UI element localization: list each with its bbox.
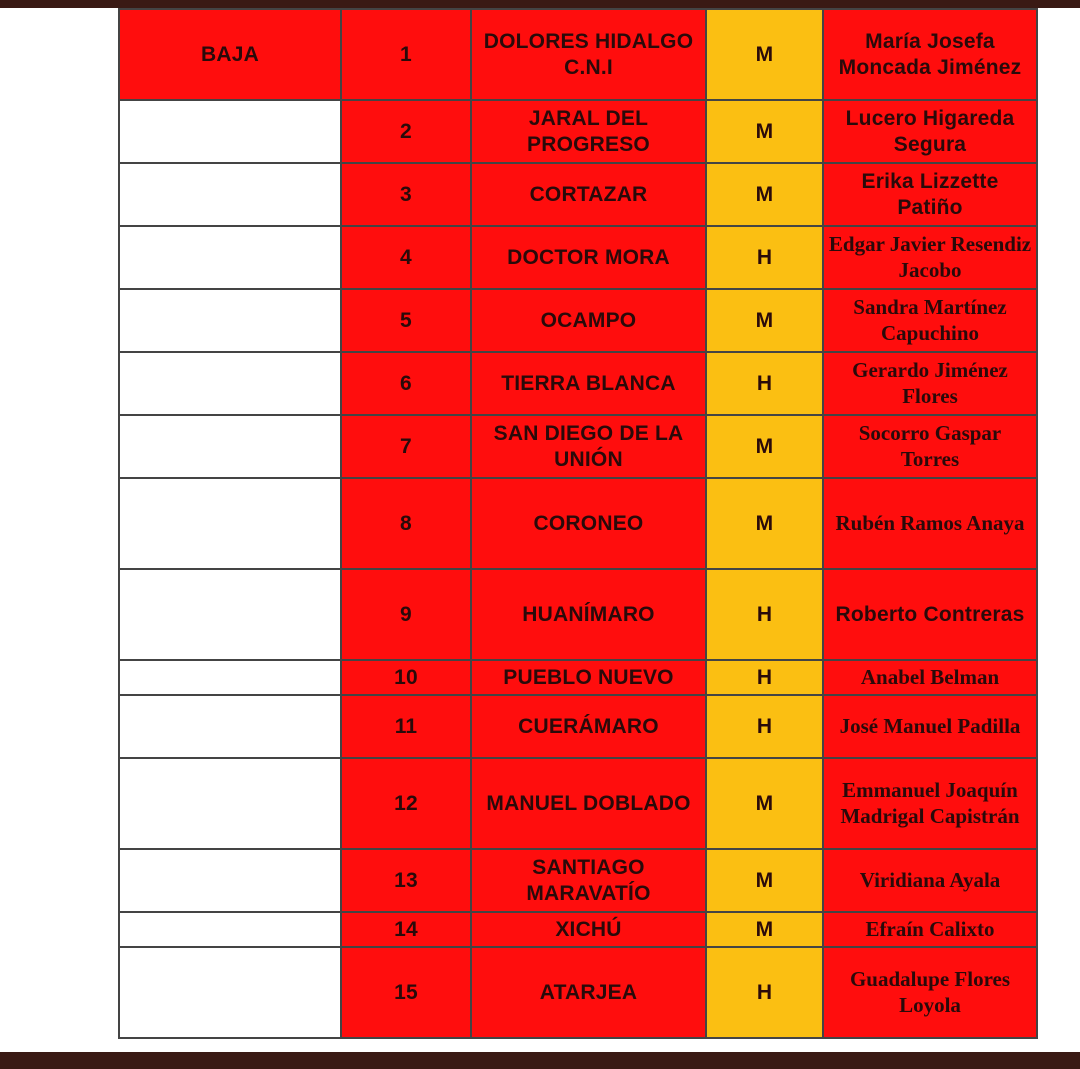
zone-cell [119, 758, 341, 849]
table-row [119, 415, 1037, 478]
table-row [119, 912, 1037, 947]
municipality-cell: SANTIAGO MARAVATÍO [471, 849, 706, 912]
municipality-cell: DOCTOR MORA [471, 226, 706, 289]
candidate-name-cell: Rubén Ramos Anaya [823, 478, 1037, 569]
municipality-cell: CUERÁMARO [471, 695, 706, 758]
table-row [119, 849, 1037, 912]
top-frame-bar [0, 0, 1080, 8]
zone-cell [119, 478, 341, 569]
table-row [119, 289, 1037, 352]
zone-cell [119, 100, 341, 163]
district-number-cell: 7 [341, 415, 471, 478]
municipality-cell: JARAL DEL PROGRESO [471, 100, 706, 163]
district-number-cell: 4 [341, 226, 471, 289]
gender-cell: M [706, 912, 823, 947]
zone-cell [119, 289, 341, 352]
gender-cell: H [706, 947, 823, 1038]
district-number-cell: 15 [341, 947, 471, 1038]
gender-cell: H [706, 226, 823, 289]
municipality-cell: ATARJEA [471, 947, 706, 1038]
table-row [119, 352, 1037, 415]
gender-cell: M [706, 9, 823, 100]
table-row [119, 660, 1037, 695]
zone-cell [119, 947, 341, 1038]
zone-cell [119, 415, 341, 478]
candidate-name-cell: José Manuel Padilla [823, 695, 1037, 758]
candidate-name-cell: Roberto Contreras [823, 569, 1037, 660]
district-number-cell: 5 [341, 289, 471, 352]
gender-cell: M [706, 100, 823, 163]
zone-cell [119, 660, 341, 695]
gender-cell: H [706, 569, 823, 660]
table-row [119, 758, 1037, 849]
district-number-cell: 8 [341, 478, 471, 569]
municipality-cell: PUEBLO NUEVO [471, 660, 706, 695]
candidate-name-cell: Erika Lizzette Patiño [823, 163, 1037, 226]
district-number-cell: 3 [341, 163, 471, 226]
municipality-cell: MANUEL DOBLADO [471, 758, 706, 849]
candidate-name-cell: Gerardo Jiménez Flores [823, 352, 1037, 415]
candidate-name-cell: Anabel Belman [823, 660, 1037, 695]
candidate-name-cell: Emmanuel Joaquín Madrigal Capistrán [823, 758, 1037, 849]
gender-cell: H [706, 352, 823, 415]
zone-cell [119, 226, 341, 289]
gender-cell: M [706, 478, 823, 569]
district-number-cell: 13 [341, 849, 471, 912]
table-row [119, 100, 1037, 163]
gender-cell: M [706, 758, 823, 849]
gender-cell: H [706, 660, 823, 695]
municipality-cell: TIERRA BLANCA [471, 352, 706, 415]
table-row [119, 9, 1037, 100]
table-row [119, 478, 1037, 569]
candidate-name-cell: Lucero Higareda Segura [823, 100, 1037, 163]
municipality-cell: CORONEO [471, 478, 706, 569]
gender-cell: M [706, 163, 823, 226]
zone-cell [119, 163, 341, 226]
district-number-cell: 2 [341, 100, 471, 163]
district-number-cell: 14 [341, 912, 471, 947]
municipality-cell: OCAMPO [471, 289, 706, 352]
municipality-cell: HUANÍMARO [471, 569, 706, 660]
candidate-name-cell: Socorro Gaspar Torres [823, 415, 1037, 478]
municipality-cell: CORTAZAR [471, 163, 706, 226]
candidate-name-cell: María Josefa Moncada Jiménez [823, 9, 1037, 100]
district-number-cell: 12 [341, 758, 471, 849]
table-row [119, 947, 1037, 1038]
table-row [119, 695, 1037, 758]
zone-cell [119, 912, 341, 947]
candidate-name-cell: Edgar Javier Resendiz Jacobo [823, 226, 1037, 289]
municipality-cell: XICHÚ [471, 912, 706, 947]
zone-cell [119, 569, 341, 660]
zone-cell [119, 695, 341, 758]
candidate-name-cell: Viridiana Ayala [823, 849, 1037, 912]
gender-cell: M [706, 415, 823, 478]
district-number-cell: 9 [341, 569, 471, 660]
candidates-table-sheet [118, 8, 1032, 1039]
gender-cell: M [706, 849, 823, 912]
zone-cell [119, 352, 341, 415]
municipality-cell: DOLORES HIDALGO C.N.I [471, 9, 706, 100]
district-number-cell: 10 [341, 660, 471, 695]
table-row [119, 569, 1037, 660]
candidate-name-cell: Sandra Martínez Capuchino [823, 289, 1037, 352]
municipality-cell: SAN DIEGO DE LA UNIÓN [471, 415, 706, 478]
bottom-frame-bar [0, 1052, 1080, 1069]
gender-cell: M [706, 289, 823, 352]
zone-cell [119, 849, 341, 912]
zone-cell: BAJA [119, 9, 341, 100]
table-row [119, 226, 1037, 289]
table-row [119, 163, 1037, 226]
district-number-cell: 6 [341, 352, 471, 415]
gender-cell: H [706, 695, 823, 758]
candidate-name-cell: Guadalupe Flores Loyola [823, 947, 1037, 1038]
district-number-cell: 11 [341, 695, 471, 758]
district-number-cell: 1 [341, 9, 471, 100]
candidates-table [118, 8, 1038, 1039]
candidate-name-cell: Efraín Calixto [823, 912, 1037, 947]
